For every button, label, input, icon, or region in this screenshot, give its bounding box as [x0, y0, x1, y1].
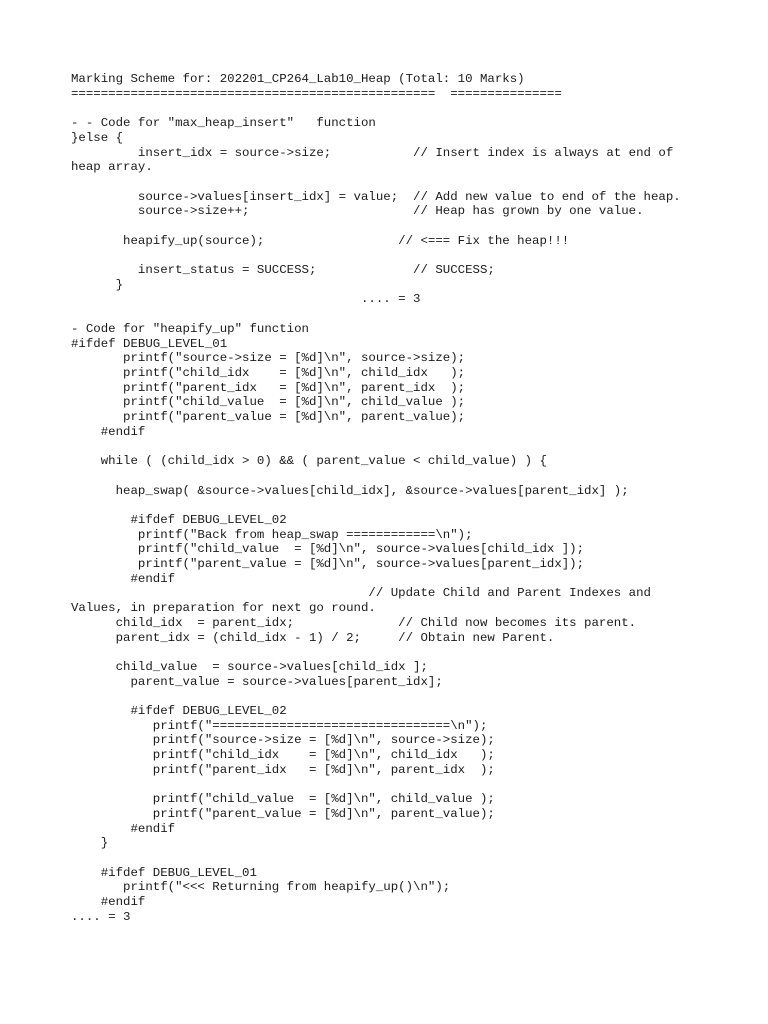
- heapify-up-code-line: #ifdef DEBUG_LEVEL_02: [71, 704, 287, 719]
- heapify-up-code-line: #ifdef DEBUG_LEVEL_01: [71, 865, 257, 880]
- heapify-up-code-line: printf("parent_idx = [%d]\n", parent_idx );: [71, 762, 495, 777]
- heapify-up-code-line: - Code for "heapify_up" function: [71, 321, 309, 336]
- max-heap-insert-code-line: insert_status = SUCCESS; // SUCCESS;: [71, 263, 495, 278]
- heapify-up-code-line: [71, 469, 711, 484]
- heapify-up-code-line: printf("<<< Returning from heapify_up()\n");: [71, 880, 451, 895]
- heapify-up-code-line: printf("child_idx = [%d]\n", child_idx );: [71, 365, 466, 380]
- document-title: Marking Scheme for: 202201_CP264_Lab10_Heap (Total: 10 Marks): [71, 72, 525, 86]
- max-heap-insert-code-line: heapify_up(source); // <=== Fix the heap!!!: [71, 233, 570, 248]
- max-heap-insert-code-line: [71, 248, 711, 263]
- heapify-up-code-line: printf("child_value = [%d]\n", child_value );: [71, 792, 495, 807]
- heapify-up-code-line: printf("Back from heap_swap ============\n");: [71, 527, 473, 542]
- heapify-up-code-line: parent_value = source->values[parent_idx];: [71, 674, 443, 689]
- heapify-up-code-line: child_value = source->values[child_idx ];: [71, 659, 428, 674]
- heapify-up-code-line: #ifdef DEBUG_LEVEL_02: [71, 512, 287, 527]
- heapify-up-code-line: #endif: [71, 571, 176, 586]
- heapify-up-code-line: printf("source->size = [%d]\n", source->size);: [71, 351, 466, 366]
- heapify-up-code-line: [71, 851, 711, 866]
- heapify-up-code-line: printf("parent_idx = [%d]\n", parent_idx );: [71, 380, 466, 395]
- heapify-up-code-line: printf("child_idx = [%d]\n", child_idx );: [71, 748, 495, 763]
- blank-line: [71, 101, 711, 116]
- max-heap-insert-code-line: [71, 219, 711, 234]
- max-heap-insert-code-line: insert_idx = source->size; // Insert index is always at end of: [71, 145, 674, 160]
- heapify-up-code-line: [71, 498, 711, 513]
- heapify-up-code-line: printf("source->size = [%d]\n", source->size);: [71, 733, 495, 748]
- heapify-up-code-line: .... = 3: [71, 909, 131, 924]
- blank-line: [71, 307, 711, 322]
- heapify-up-code-line: Values, in preparation for next go round.: [71, 601, 376, 616]
- title-underline-rule: ================================================= ===============: [71, 86, 562, 101]
- marking-scheme-document: [71, 72, 711, 925]
- max-heap-insert-code-line: - - Code for "max_heap_insert" function: [71, 116, 376, 131]
- heapify-up-code-line: parent_idx = (child_idx - 1) / 2; // Obtain new Parent.: [71, 630, 555, 645]
- heapify-up-code-line: heap_swap( &source->values[child_idx], &source->values[parent_idx] );: [71, 483, 629, 498]
- heapify-up-code-line: [71, 645, 711, 660]
- heapify-up-code-line: while ( (child_idx > 0) && ( parent_value < child_value) ) {: [71, 454, 547, 469]
- heapify-up-code-line: printf("parent_value = [%d]\n", parent_value);: [71, 410, 466, 425]
- heapify-up-code-line: }: [71, 836, 109, 851]
- heapify-up-code-line: #endif: [71, 821, 176, 836]
- heapify-up-code-line: #endif: [71, 895, 146, 910]
- heapify-up-code-line: printf("================================\n");: [71, 718, 488, 733]
- heapify-up-code-line: [71, 778, 711, 793]
- heapify-up-code-line: printf("child_value = [%d]\n", child_value );: [71, 395, 466, 410]
- heapify-up-section: [71, 322, 711, 925]
- heapify-up-code-line: printf("parent_value = [%d]\n", source->values[parent_idx]);: [71, 557, 585, 572]
- max-heap-insert-code-line: source->values[insert_idx] = value; // Add new value to end of the heap.: [71, 189, 681, 204]
- heapify-up-code-line: [71, 689, 711, 704]
- heapify-up-code-line: printf("child_value = [%d]\n", source->values[child_idx ]);: [71, 542, 585, 557]
- heapify-up-code-line: [71, 440, 711, 455]
- heapify-up-code-line: #endif: [71, 424, 146, 439]
- max-heap-insert-code-line: source->size++; // Heap has grown by one value.: [71, 204, 644, 219]
- max-heap-insert-code-line: }else {: [71, 130, 124, 145]
- max-heap-insert-code-line: [71, 175, 711, 190]
- heapify-up-code-line: // Update Child and Parent Indexes and: [71, 586, 651, 601]
- heapify-up-code-line: #ifdef DEBUG_LEVEL_01: [71, 336, 228, 351]
- max-heap-insert-code-line: heap array.: [71, 160, 153, 175]
- heapify-up-code-line: child_idx = parent_idx; // Child now becomes its parent.: [71, 615, 637, 630]
- heapify-up-code-line: printf("parent_value = [%d]\n", parent_value);: [71, 806, 495, 821]
- max-heap-insert-code-line: }: [71, 277, 124, 292]
- max-heap-insert-code-line: .... = 3: [71, 292, 421, 307]
- max-heap-insert-section: [71, 116, 711, 307]
